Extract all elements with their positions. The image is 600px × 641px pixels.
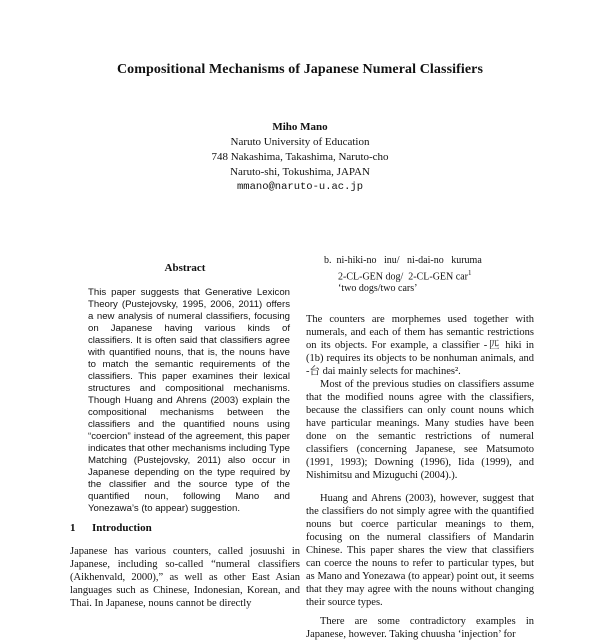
example-1b xyxy=(324,255,534,295)
author-email[interactable]: mmano@naruto-u.ac.jp xyxy=(236,181,364,193)
example-label: b. xyxy=(324,255,332,266)
paper-title: Compositional Mechanisms of Japanese Numeral Classifiers xyxy=(116,62,484,77)
abstract-body: This paper suggests that Generative Lexicon Theory (Pustejovsky, 1995, 2006, 2011) offers a new analysis of numeral classifiers, focusing on Japanese having various kinds of classifiers. It is often said that classifiers agree with quantified nouns, that is, the nouns have to match the semantic requirements of the classifiers. This paper examines their lexical structures and compositional mechanisms. Though Huang and Ahrens (2003) explain the compositional mechanisms between the classifiers and the quantified nouns using “coercion” instead of the agreement, this paper indicates that other mechanisms including Type Matching (Pustejovsky, 2011) also occur in Japanese depending on the type required by the classifier and the source type of the quantified noun, following Mano and Yonezawa’s (to appear) suggestion. xyxy=(88,287,290,514)
author-block xyxy=(0,120,600,195)
right-paragraph-3: Huang and Ahrens (2003), however, suggest that the classifiers do not simply agree with the quantified nouns but coerce particular meanings to them, focusing on the numeral classifiers of Mandarin Chinese. This paper shares the view that classifiers can coerce the nouns to refer to particular types, but as Mano and Yonezawa (to appear) point out, it seems that they may agree with the nouns without changing their source types. xyxy=(306,493,534,609)
example-line-2: 2-CL-GEN dog/ 2-CL-GEN car xyxy=(338,271,468,283)
author-affiliation: Naruto University of Education xyxy=(230,136,370,148)
introduction-text: Japanese has various counters, called josuushi in Japanese, including so-called “numeral classifiers (Aikhenvald, 2000),” as well as other East Asian languages such as Chinese, Indonesian, Korean, and Thai. In Japanese, nouns cannot be directly xyxy=(70,546,300,609)
right-paragraph-2: Most of the previous studies on classifiers assume that the modified nouns agree with the classifiers, because the classifiers can only count nouns which have particular meanings. Many studies have been done on the semantic restrictions of numeral classifiers (concerning Japanese, see Matsumoto (1991, 1993); Downing (1996), Iida (1999), and Nishimitsu and Mizuguchi (2004).). xyxy=(306,379,534,482)
author-address-line-2: Naruto-shi, Tokushima, JAPAN xyxy=(230,166,370,178)
right-column xyxy=(306,255,534,641)
example-footnote-marker: 1 xyxy=(467,269,472,277)
example-line-1: ni-hiki-no inu/ ni-dai-no kuruma xyxy=(336,255,482,266)
right-paragraph-1: The counters are morphemes used together with numerals, and each of them has semantic restrictions on its objects. For example, a classifier -匹 hiki in (1b) requires its objects to be nonhuman animals, and -台 dai mainly selects for machines². xyxy=(306,314,534,378)
section-heading-introduction xyxy=(70,522,152,534)
left-column xyxy=(70,262,300,515)
example-line-3: ‘two dogs/two cars’ xyxy=(338,283,418,295)
section-title: Introduction xyxy=(92,522,152,534)
author-address-line-1: 748 Nakashima, Takashima, Naruto-cho xyxy=(211,151,389,163)
right-paragraph-4: There are some contradictory examples in Japanese, however. Taking chuusha ‘injection’ for xyxy=(306,616,534,641)
section-number: 1 xyxy=(70,522,76,534)
abstract-heading: Abstract xyxy=(164,262,206,274)
author-name: Miho Mano xyxy=(272,121,328,133)
